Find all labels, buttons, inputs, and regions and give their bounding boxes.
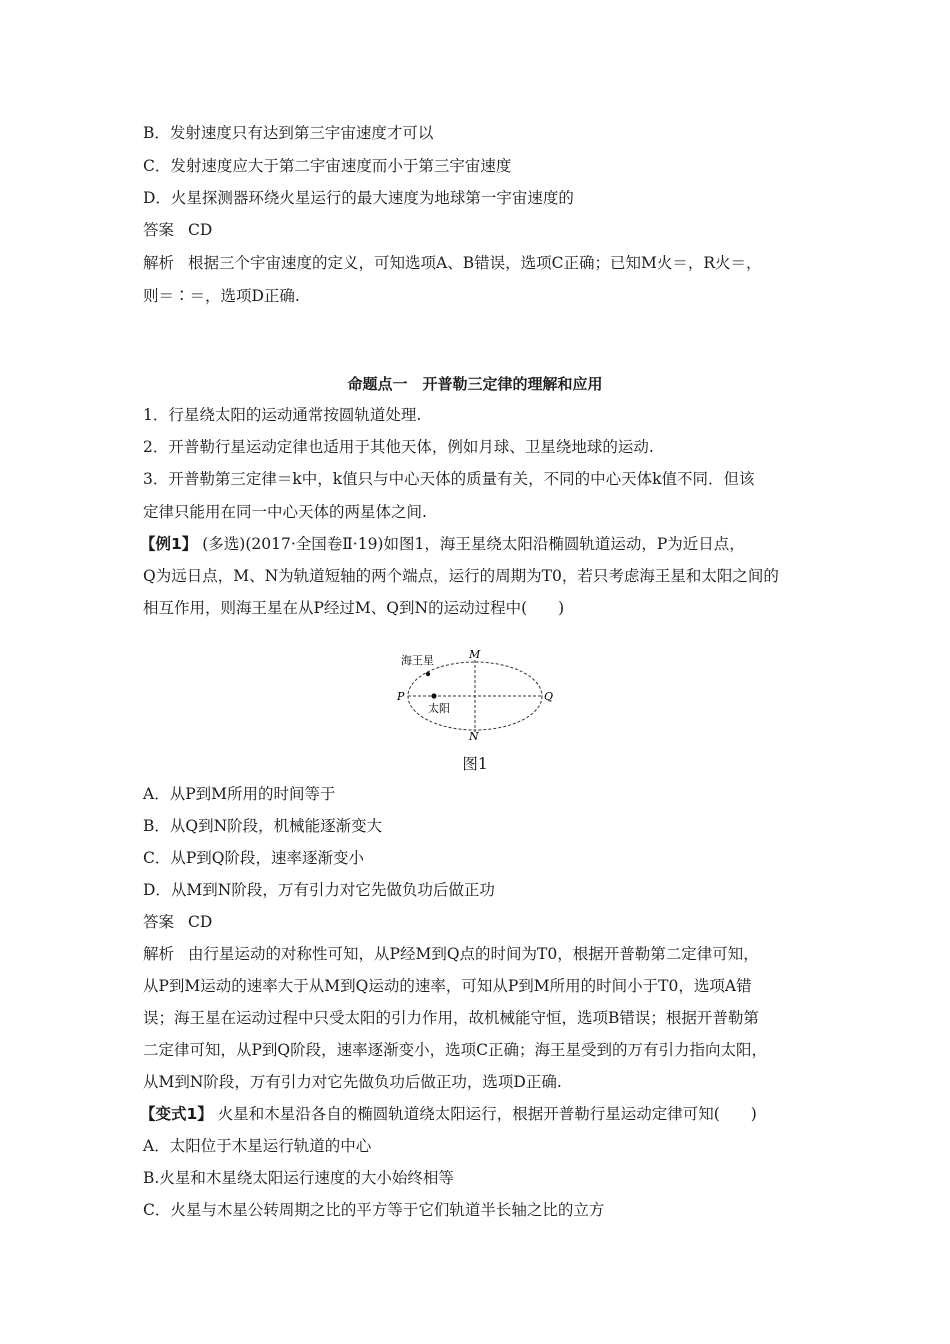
sun-label: 太阳 [428,702,450,715]
variant-text: 火星和木星沿各自的椭圆轨道绕太阳运行，根据开普勒行星运动定律可知( ) [217,1105,757,1123]
orbit-diagram [385,648,565,740]
variant-option-b: B.火星和木星绕太阳运行速度的大小始终相等 [143,1169,454,1187]
example-answer [143,912,212,932]
prev-answer [143,220,212,240]
variant-option-c: C．火星与木星公转周期之比的平方等于它们轨道半长轴之比的立方 [143,1201,605,1219]
label-n: N [469,730,479,740]
prev-option-b: B．发射速度只有达到第三宇宙速度才可以 [143,124,434,142]
analysis-label: 解析 [143,945,175,963]
answer-value: CD [188,221,213,239]
example-analysis-line2: 从P到M运动的速率大于从M到Q运动的速率，可知从P到M所用的时间小于T0，选项A错 [143,977,752,995]
analysis-text: 由行星运动的对称性可知，从P经M到Q点的时间为T0，根据开普勒第二定律可知， [188,945,759,963]
answer-label: 答案 [143,913,175,931]
example-line3: 相互作用，则海王星在从P经过M、Q到N的运动过程中( ) [143,599,565,617]
example-option-a: A．从P到M所用的时间等于 [143,785,336,803]
example-line1 [140,534,745,554]
prev-analysis-line2: 则＝∶＝，选项D正确. [143,287,300,305]
label-p: P [397,690,405,703]
analysis-text: 根据三个宇宙速度的定义，可知选项A、B错误，选项C正确；已知M火＝，R火＝， [188,254,762,272]
variant-tag: 【变式1】 [140,1105,213,1123]
example-analysis-line3: 误；海王星在运动过程中只受太阳的引力作用，故机械能守恒，选项B错误；根据开普勒第 [143,1009,759,1027]
point-3-cont: 定律只能用在同一中心天体的两星体之间. [143,503,427,521]
answer-value: CD [188,913,213,931]
point-2: 2．开普勒行星运动定律也适用于其他天体，例如月球、卫星绕地球的运动. [143,438,654,456]
planet-dot [426,672,430,676]
answer-label: 答案 [143,221,175,239]
section-heading: 命题点一 开普勒三定律的理解和应用 [347,375,603,393]
example-analysis-line5: 从M到N阶段，万有引力对它先做负功后做正功，选项D正确. [143,1073,562,1091]
analysis-label: 解析 [143,254,175,272]
figure-caption: 图1 [462,755,488,773]
label-m: M [469,648,481,661]
label-q: Q [544,690,554,703]
example-text1: (多选)(2017·全国卷Ⅱ·19)如图1，海王星绕太阳沿椭圆轨道运动，P为近日点， [202,535,745,553]
point-1: 1．行星绕太阳的运动通常按圆轨道处理. [143,406,422,424]
planet-label: 海王星 [401,654,434,667]
example-tag: 【例1】 [140,535,198,553]
example-option-b: B．从Q到N阶段，机械能逐渐变大 [143,817,383,835]
point-3: 3．开普勒第三定律＝k中，k值只与中心天体的质量有关，不同的中心天体k值不同．但该 [143,470,755,488]
prev-option-c: C．发射速度应大于第二宇宙速度而小于第三宇宙速度 [143,157,512,175]
example-analysis-line4: 二定律可知，从P到Q阶段，速率逐渐变小，选项C正确；海王星受到的万有引力指向太阳， [143,1041,767,1059]
orbit-figure [385,648,565,740]
example-option-d: D．从M到N阶段，万有引力对它先做负功后做正功 [143,881,495,899]
example-line2: Q为远日点，M、N为轨道短轴的两个端点，运行的周期为T0，若只考虑海王星和太阳之间的 [143,567,779,585]
example-option-c: C．从P到Q阶段，速率逐渐变小 [143,849,364,867]
prev-analysis-line1 [143,253,762,273]
example-analysis-line1 [143,944,759,964]
variant-option-a: A．太阳位于木星运行轨道的中心 [143,1137,372,1155]
variant-stem [140,1104,757,1124]
prev-option-d: D．火星探测器环绕火星运行的最大速度为地球第一宇宙速度的 [143,189,574,207]
sun-dot [431,693,436,698]
